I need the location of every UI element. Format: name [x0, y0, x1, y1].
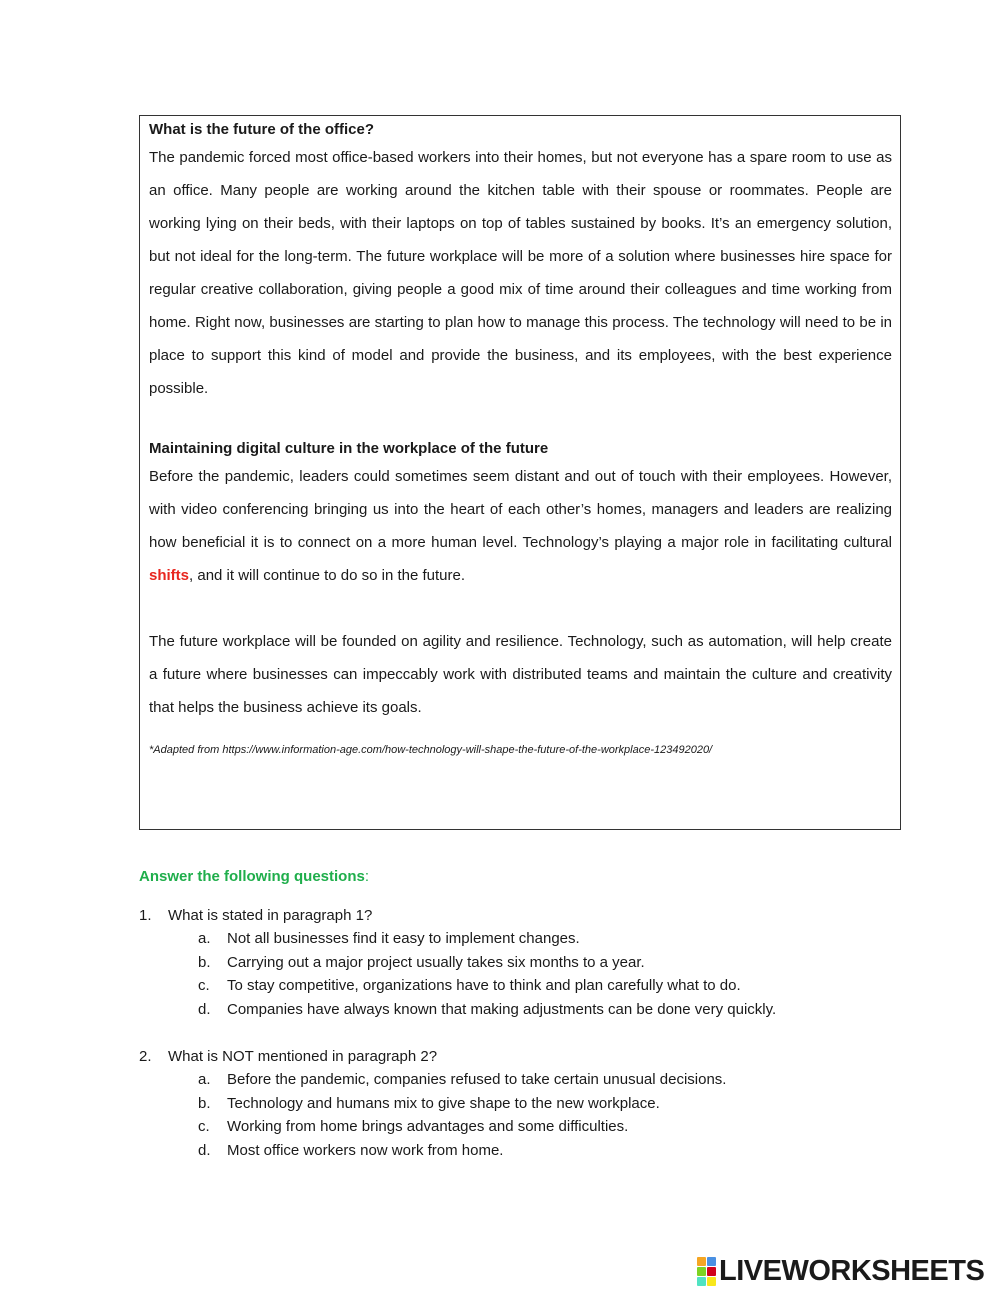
logo-block [707, 1257, 716, 1266]
logo-block [707, 1267, 716, 1276]
paragraph-2-text-b: , and it will continue to do so in the future. [189, 567, 466, 584]
logo-block [697, 1277, 706, 1286]
logo-blocks-icon [697, 1257, 716, 1286]
question-number: 1. [139, 907, 152, 924]
question-1 [139, 904, 899, 1021]
paragraph-1: The pandemic forced most office-based workers into their homes, but not everyone has a spare room to use as an office. Many people are working around the kitchen table with their spouse or roommates. People are working lying on their beds, with their laptops on top of tables sustained by books. It’s an emergency solution, but not ideal for the long-term. The future workplace will be more of a solution where businesses hire space for regular creative collaboration, giving people a good mix of time around their colleagues and time working from home. Right now, businesses are starting to plan how to manage this process. The technology will need to be in place to support this kind of model and provide the business, and its employees, with the best experience possible. [149, 149, 892, 397]
logo-block [697, 1267, 706, 1276]
option-1a[interactable]: a. Not all businesses find it easy to implement changes. [198, 930, 580, 947]
logo-block [697, 1257, 706, 1266]
question-text: What is NOT mentioned in paragraph 2? [168, 1048, 438, 1065]
heading-digital-culture: Maintaining digital culture in the workplace of the future [149, 440, 549, 457]
option-1d[interactable]: d. Companies have always known that making adjustments can be done very quickly. [198, 1000, 777, 1018]
option-1c[interactable]: c. To stay competitive, organizations have to think and plan carefully what to do. [198, 977, 741, 994]
paragraph-2-text-a: Before the pandemic, leaders could sometimes seem distant and out of touch with their employees. However, with video conferencing bringing us into the heart of each other’s homes, managers and leaders are realizing how beneficial it is to connect on a more human level. Technology’s playing a major role in facilitating cultural [149, 468, 892, 551]
logo-text: LIVEWORKSHEETS [719, 1254, 985, 1287]
option-2b[interactable]: b. Technology and humans mix to give shape to the new workplace. [198, 1094, 660, 1112]
option-1b[interactable]: b. Carrying out a major project usually takes six months to a year. [198, 953, 645, 971]
option-2c[interactable]: c. Working from home brings advantages and some difficulties. [198, 1118, 629, 1135]
logo-block [707, 1277, 716, 1286]
source-citation: *Adapted from https://www.information-age.com/how-technology-will-shape-the-future-of-the-workplace-123492020/ [149, 744, 713, 756]
question-2 [139, 1045, 899, 1162]
paragraph-2 [149, 460, 892, 592]
questions-title: Answer the following questions: [139, 868, 370, 885]
highlighted-word-shifts: shifts [149, 567, 190, 584]
liveworksheets-logo [697, 1255, 984, 1287]
question-number: 2. [139, 1048, 152, 1065]
heading-future-of-office: What is the future of the office? [149, 121, 374, 138]
question-text: What is stated in paragraph 1? [168, 907, 373, 924]
option-2d[interactable]: d. Most office workers now work from home. [198, 1141, 504, 1159]
paragraph-3: The future workplace will be founded on agility and resilience. Technology, such as automation, will help create a future where businesses can impeccably work with distributed teams and maintain the culture and creativity that helps the business achieve its goals. [149, 633, 892, 716]
reading-passage-box [139, 115, 901, 830]
question-list [139, 904, 899, 1186]
option-2a[interactable]: a. Before the pandemic, companies refused to take certain unusual decisions. [198, 1071, 727, 1088]
